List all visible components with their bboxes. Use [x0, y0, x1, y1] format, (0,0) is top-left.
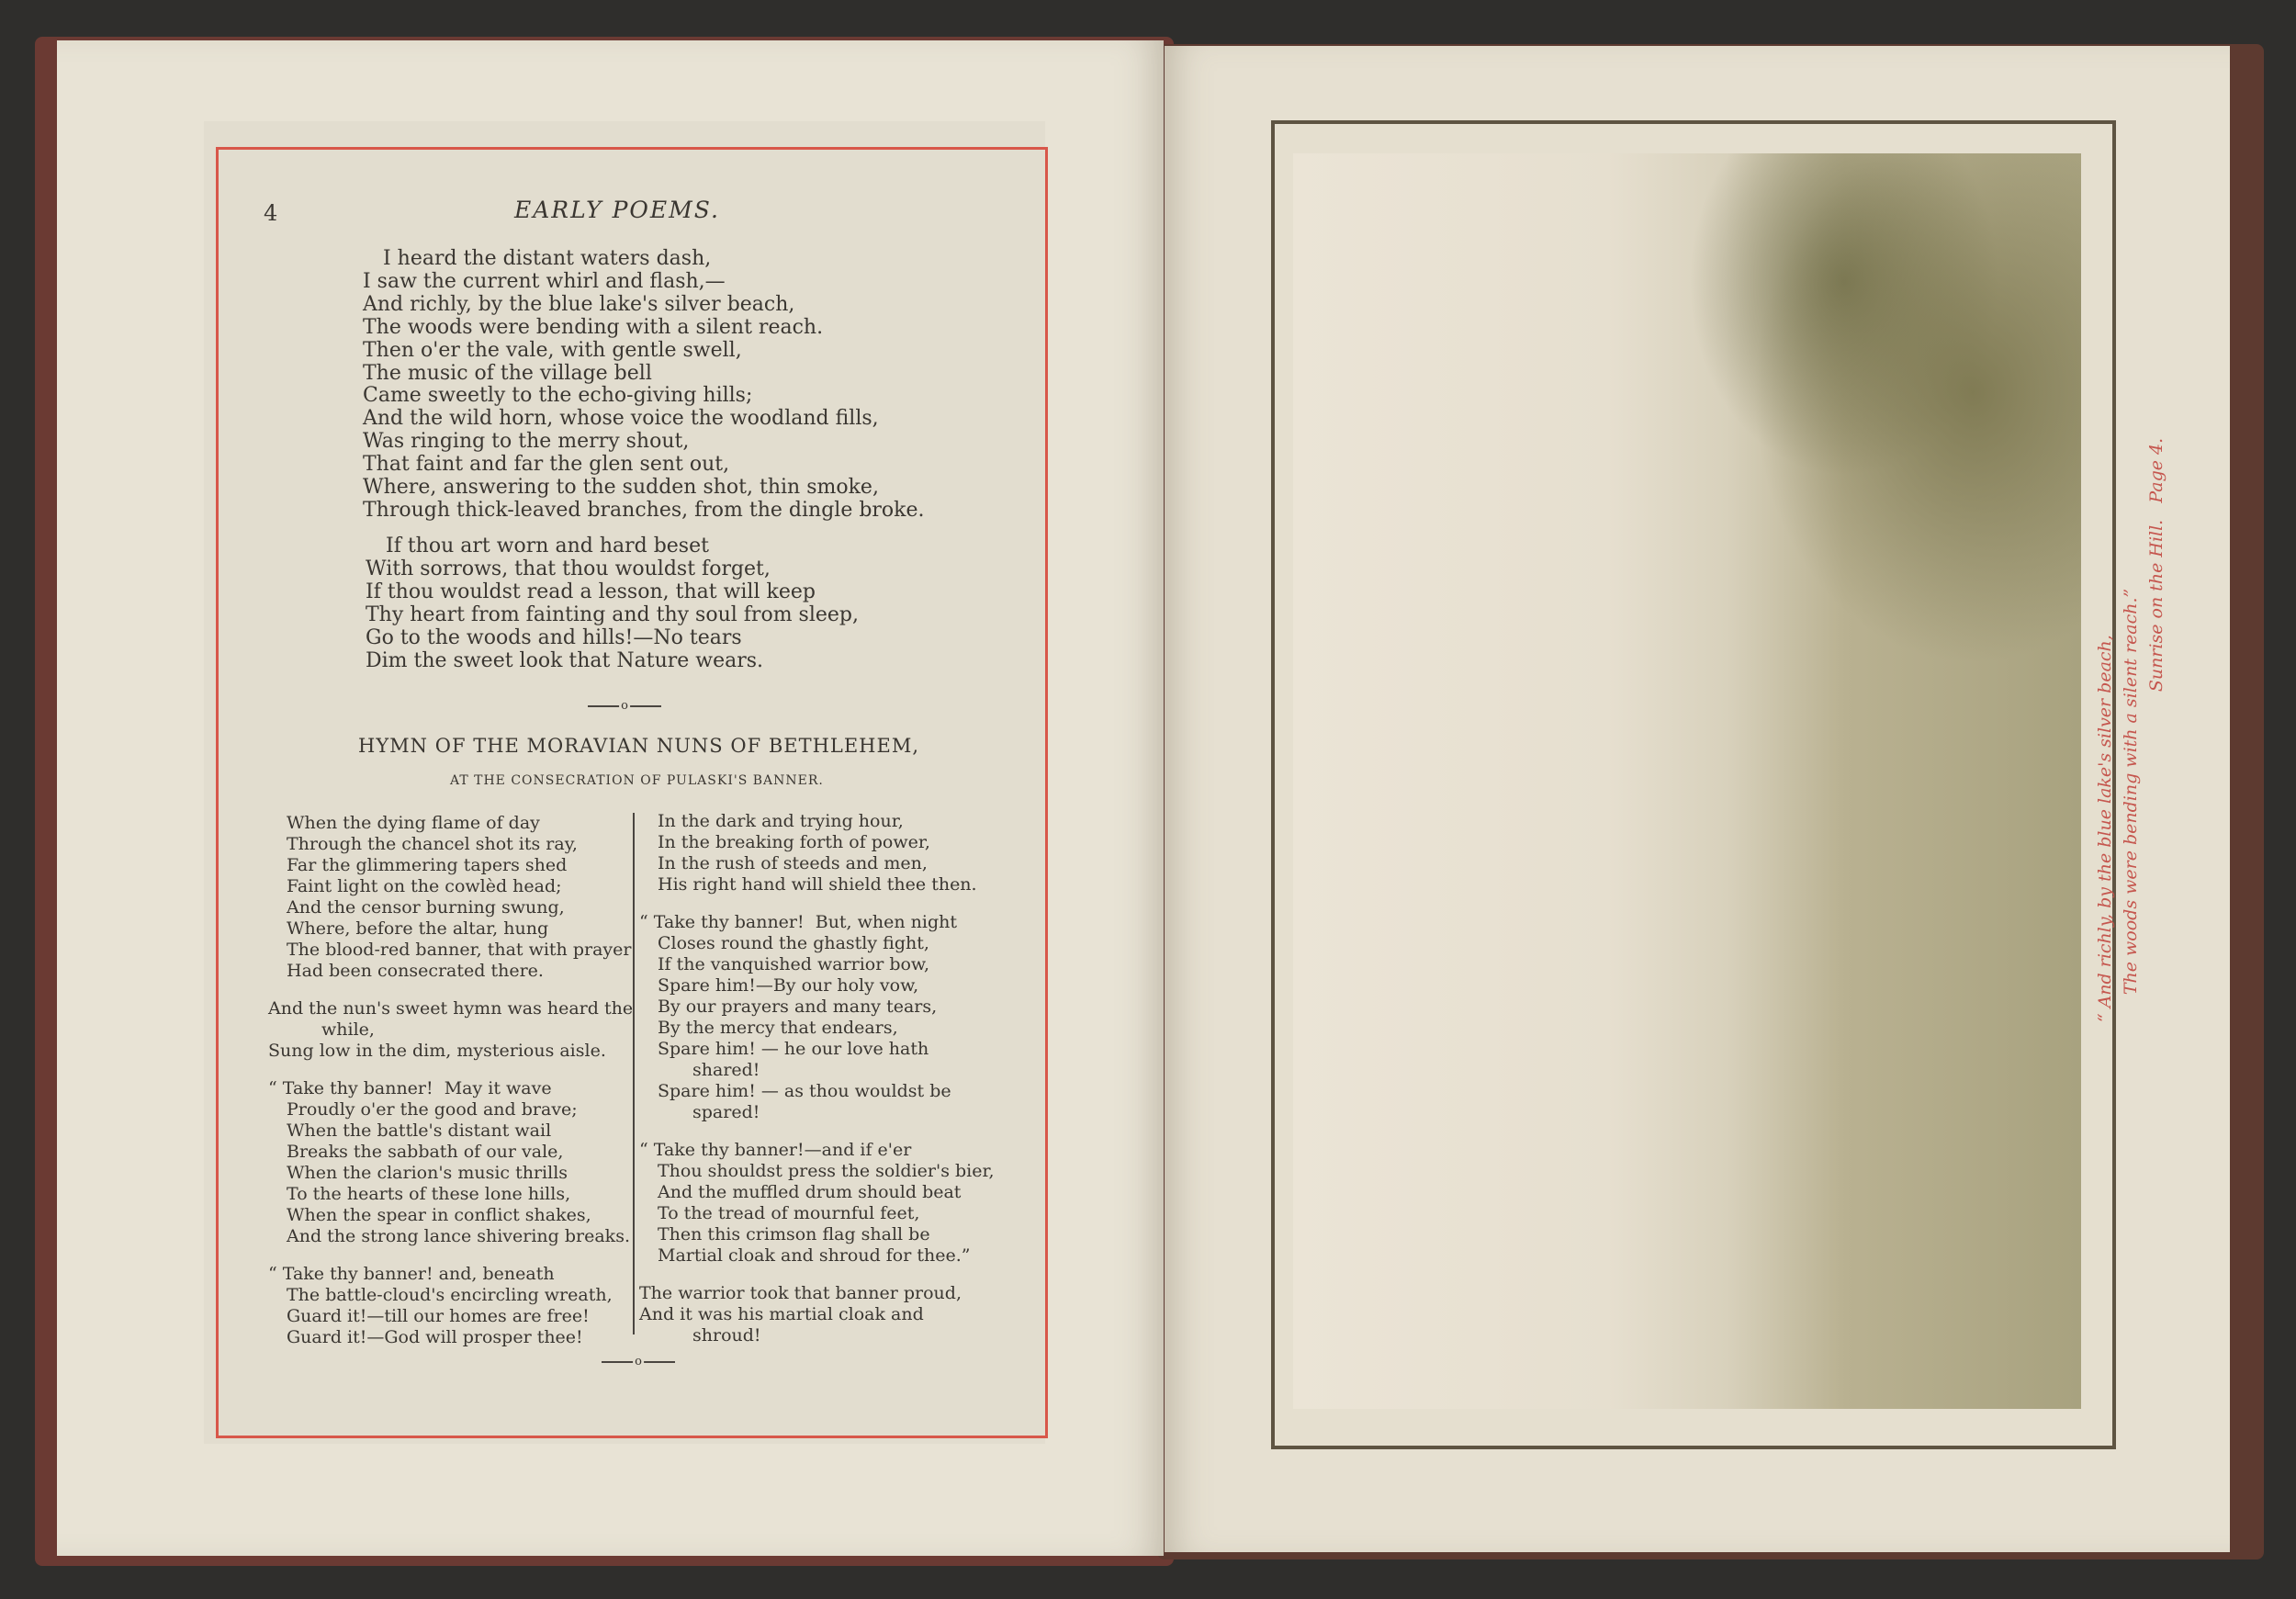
- poem-line: If thou art worn and hard beset: [386, 535, 709, 557]
- stanza-gap: [639, 895, 993, 912]
- poem-line: To the tread of mournful feet,: [658, 1203, 920, 1223]
- poem-line: Proudly o'er the good and brave;: [287, 1099, 578, 1120]
- poem-line: “ Take thy banner!—and if e'er: [639, 1140, 912, 1160]
- hymn-stanza: [268, 1264, 633, 1348]
- poem-line: And the nun's sweet hymn was heard the: [268, 998, 634, 1019]
- hymn-stanza: [639, 811, 993, 895]
- poem-line: Through the chancel shot its ray,: [287, 834, 578, 854]
- poem-line: And the wild horn, whose voice the woodland fills,: [363, 407, 879, 431]
- poem-line: Came sweetly to the echo-giving hills;: [363, 384, 753, 408]
- stanza-gap: [268, 1062, 633, 1078]
- poem-line: shroud!: [692, 1325, 761, 1346]
- poem-stanza-1: [363, 248, 925, 523]
- plate-caption: [2092, 438, 2169, 1022]
- poem-line: Dim the sweet look that Nature wears.: [366, 648, 764, 672]
- poem-line: Thou shouldst press the soldier's bier,: [658, 1161, 995, 1181]
- poem-line: Spare him!—By our holy vow,: [658, 975, 919, 996]
- stanza-gap: [268, 1247, 633, 1264]
- hymn-left-column: [268, 813, 633, 1348]
- column-separator: [633, 813, 635, 1334]
- poem-line: I heard the distant waters dash,: [383, 247, 712, 270]
- caption-line-2: The woods were bending with a silent reach.”: [2121, 588, 2141, 996]
- poem-line: And the strong lance shivering breaks.: [287, 1226, 630, 1246]
- poem-line: Through thick-leaved branches, from the dingle broke.: [363, 498, 925, 522]
- poem-line: “ Take thy banner! May it wave: [268, 1078, 552, 1098]
- poem-line: By our prayers and many tears,: [658, 997, 938, 1017]
- poem-line: The woods were bending with a silent reach.: [363, 315, 824, 339]
- poem-line: And the censor burning swung,: [287, 897, 565, 918]
- poem-line: “ Take thy banner! But, when night: [639, 912, 958, 932]
- hymn-stanza: [268, 813, 633, 982]
- section-divider: [588, 699, 661, 713]
- poem-line: And it was his martial cloak and: [639, 1304, 924, 1324]
- poem-line: Closes round the ghastly fight,: [658, 933, 929, 953]
- poem-line: In the dark and trying hour,: [658, 811, 904, 831]
- poem-line: When the clarion's music thrills: [287, 1163, 568, 1183]
- poem-line: If the vanquished warrior bow,: [658, 954, 929, 974]
- poem-line: By the mercy that endears,: [658, 1018, 898, 1038]
- poem-line: “ Take thy banner! and, beneath: [268, 1264, 555, 1284]
- end-divider: [602, 1355, 675, 1368]
- hymn-stanza: [268, 998, 633, 1062]
- hymn-stanza: [639, 1140, 993, 1267]
- poem-line: Faint light on the cowlèd head;: [287, 876, 562, 896]
- hymn-stanza: [268, 1078, 633, 1247]
- poem-line: Spare him! — as thou wouldst be: [658, 1081, 951, 1101]
- landscape-photograph: [1293, 153, 2081, 1409]
- poem-line: The blood-red banner, that with prayer: [287, 940, 632, 960]
- poem-line: Thy heart from fainting and thy soul from sleep,: [366, 602, 859, 626]
- poem-line: When the spear in conflict shakes,: [287, 1205, 591, 1225]
- poem-line: Then this crimson flag shall be: [658, 1224, 930, 1244]
- poem-line: Sung low in the dim, mysterious aisle.: [268, 1041, 606, 1061]
- poem-line: Breaks the sabbath of our vale,: [287, 1142, 564, 1162]
- poem-line: The battle-cloud's encircling wreath,: [287, 1285, 613, 1305]
- stanza-gap: [639, 1123, 993, 1140]
- poem-line: His right hand will shield thee then.: [658, 874, 977, 895]
- poem-line: Martial cloak and shroud for thee.”: [658, 1245, 971, 1266]
- poem-line: The warrior took that banner proud,: [639, 1283, 962, 1303]
- poem-line: When the battle's distant wail: [287, 1120, 552, 1141]
- poem-line: Far the glimmering tapers shed: [287, 855, 568, 875]
- poem-line: Was ringing to the merry shout,: [363, 430, 690, 454]
- running-head: EARLY POEMS.: [514, 197, 720, 223]
- poem-line: spared!: [692, 1102, 760, 1122]
- poem-line: With sorrows, that thou wouldst forget,: [366, 557, 771, 580]
- poem-line: And richly, by the blue lake's silver beach,: [363, 292, 795, 316]
- poem-line: Guard it!—till our homes are free!: [287, 1306, 590, 1326]
- poem-line: If thou wouldst read a lesson, that will keep: [366, 580, 816, 603]
- hymn-right-column: [639, 811, 993, 1346]
- poem-line: Then o'er the vale, with gentle swell,: [363, 338, 742, 362]
- poem-line: When the dying flame of day: [287, 813, 540, 833]
- caption-title: Sunrise on the Hill. Page 4.: [2146, 437, 2167, 693]
- poem-line: In the rush of steeds and men,: [658, 853, 928, 873]
- poem-line: Spare him! — he our love hath: [658, 1039, 929, 1059]
- poem-line: Where, answering to the sudden shot, thin smoke,: [363, 476, 879, 500]
- divider-mark: o: [621, 699, 628, 713]
- poem-line: To the hearts of these lone hills,: [287, 1184, 571, 1204]
- end-divider-mark: o: [635, 1355, 642, 1368]
- poem-line: Where, before the altar, hung: [287, 918, 549, 939]
- hymn-stanza: [639, 912, 993, 1123]
- hymn-stanza: [639, 1283, 993, 1346]
- stanza-gap: [639, 1267, 993, 1283]
- poem-line: Guard it!—God will prosper thee!: [287, 1327, 583, 1347]
- stanza-gap: [268, 982, 633, 998]
- poem-line: And the muffled drum should beat: [658, 1182, 962, 1202]
- poem-stanza-2: [366, 535, 859, 672]
- poem-line: The music of the village bell: [363, 361, 652, 385]
- page-number: 4: [264, 200, 278, 226]
- caption-line-1: “ And richly, by the blue lake's silver beach,: [2095, 635, 2115, 1023]
- poem-line: That faint and far the glen sent out,: [363, 453, 730, 477]
- poem-line: I saw the current whirl and flash,—: [363, 269, 726, 293]
- hymn-title: HYMN OF THE MORAVIAN NUNS OF BETHLEHEM,: [358, 735, 919, 757]
- hymn-subtitle: AT THE CONSECRATION OF PULASKI'S BANNER.: [450, 773, 824, 788]
- poem-line: shared!: [692, 1060, 760, 1080]
- poem-line: Had been consecrated there.: [287, 961, 544, 981]
- poem-line: while,: [321, 1019, 375, 1040]
- poem-line: In the breaking forth of power,: [658, 832, 930, 852]
- poem-line: Go to the woods and hills!—No tears: [366, 625, 742, 649]
